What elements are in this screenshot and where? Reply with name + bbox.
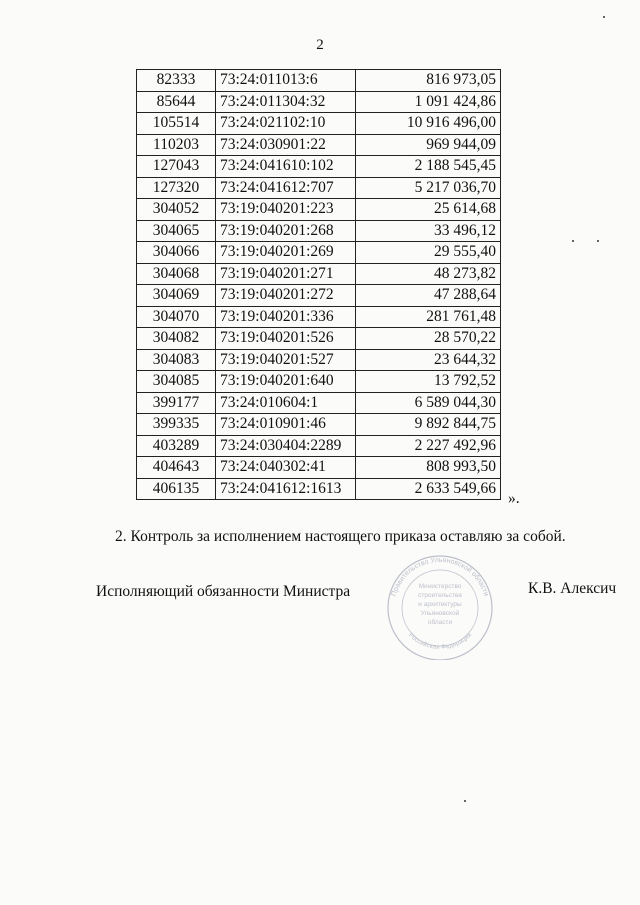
registry-number-cell: 304068 (137, 263, 216, 285)
svg-text:Правительство Ульяновской обла: Правительство Ульяновской области (390, 556, 490, 598)
cadastral-number-cell: 73:19:040201:527 (216, 349, 356, 371)
cadastral-value-cell: 6 589 044,30 (356, 392, 501, 414)
closing-quote: ». (508, 490, 520, 507)
cadastral-number-cell: 73:19:040201:336 (216, 306, 356, 328)
svg-text:Российская Федерация: Российская Федерация (406, 631, 474, 651)
seal-inner-line: и архитектуры (418, 601, 462, 608)
signatory-name: К.В. Алексич (528, 580, 617, 597)
registry-number-cell: 304066 (137, 242, 216, 264)
table-body (137, 70, 501, 500)
cadastral-value-cell: 23 644,32 (356, 349, 501, 371)
registry-number-cell: 105514 (137, 113, 216, 135)
page-number: 2 (316, 37, 324, 53)
table-row (137, 392, 501, 414)
cadastral-value-cell: 47 288,64 (356, 285, 501, 307)
cadastral-value-cell: 816 973,05 (356, 70, 501, 92)
table-row (137, 371, 501, 393)
cadastral-value-cell: 29 555,40 (356, 242, 501, 264)
registry-number-cell: 82333 (137, 70, 216, 92)
cadastral-value-table (136, 69, 501, 500)
seal-inner-line: области (427, 619, 453, 626)
cadastral-number-cell: 73:24:041612:707 (216, 177, 356, 199)
registry-number-cell: 304082 (137, 328, 216, 350)
cadastral-number-cell: 73:19:040201:268 (216, 220, 356, 242)
cadastral-value-cell: 25 614,68 (356, 199, 501, 221)
cadastral-number-cell: 73:19:040201:272 (216, 285, 356, 307)
table-row (137, 306, 501, 328)
cadastral-value-cell: 281 761,48 (356, 306, 501, 328)
seal-inner-line: Министерство (418, 583, 462, 590)
registry-number-cell: 403289 (137, 435, 216, 457)
scan-speck (464, 800, 466, 802)
cadastral-number-cell: 73:24:011304:32 (216, 91, 356, 113)
cadastral-value-cell: 808 993,50 (356, 457, 501, 479)
scan-speck (572, 240, 574, 242)
table-row (137, 70, 501, 92)
registry-number-cell: 304085 (137, 371, 216, 393)
cadastral-number-cell: 73:19:040201:269 (216, 242, 356, 264)
registry-number-cell: 304052 (137, 199, 216, 221)
seal-inner-line: Ульяновской (420, 610, 460, 617)
signatory-role: Исполняющий обязанности Министра (96, 583, 351, 600)
cadastral-number-cell: 73:24:010604:1 (216, 392, 356, 414)
table-row (137, 91, 501, 113)
cadastral-number-cell: 73:24:041612:1613 (216, 478, 356, 500)
cadastral-value-cell: 2 227 492,96 (356, 435, 501, 457)
registry-number-cell: 304070 (137, 306, 216, 328)
cadastral-value-cell: 33 496,12 (356, 220, 501, 242)
cadastral-number-cell: 73:24:010901:46 (216, 414, 356, 436)
table-row (137, 435, 501, 457)
table-row (137, 134, 501, 156)
cadastral-value-cell: 1 091 424,86 (356, 91, 501, 113)
registry-number-cell: 404643 (137, 457, 216, 479)
table-row (137, 177, 501, 199)
cadastral-number-cell: 73:19:040201:271 (216, 263, 356, 285)
table-row (137, 328, 501, 350)
cadastral-value-cell: 28 570,22 (356, 328, 501, 350)
registry-number-cell: 110203 (137, 134, 216, 156)
cadastral-number-cell: 73:24:041610:102 (216, 156, 356, 178)
official-seal-stamp (372, 548, 508, 660)
table-row (137, 220, 501, 242)
table-row (137, 285, 501, 307)
table-row (137, 156, 501, 178)
table-row (137, 242, 501, 264)
cadastral-number-cell: 73:24:030901:22 (216, 134, 356, 156)
table-row (137, 414, 501, 436)
table-row (137, 457, 501, 479)
registry-number-cell: 399335 (137, 414, 216, 436)
cadastral-number-cell: 73:19:040201:640 (216, 371, 356, 393)
cadastral-value-cell: 2 188 545,45 (356, 156, 501, 178)
table-row (137, 349, 501, 371)
scan-speck (597, 240, 599, 242)
cadastral-number-cell: 73:24:040302:41 (216, 457, 356, 479)
cadastral-number-cell: 73:24:030404:2289 (216, 435, 356, 457)
cadastral-value-cell: 13 792,52 (356, 371, 501, 393)
table-row (137, 113, 501, 135)
registry-number-cell: 85644 (137, 91, 216, 113)
cadastral-value-cell: 10 916 496,00 (356, 113, 501, 135)
cadastral-value-cell: 2 633 549,66 (356, 478, 501, 500)
seal-inner-line: строительства (418, 592, 462, 599)
scan-speck (603, 16, 605, 18)
cadastral-value-cell: 5 217 036,70 (356, 177, 501, 199)
registry-number-cell: 399177 (137, 392, 216, 414)
registry-number-cell: 406135 (137, 478, 216, 500)
registry-number-cell: 304065 (137, 220, 216, 242)
control-paragraph: 2. Контроль за исполнением настоящего приказа оставляю за собой. (115, 528, 566, 545)
cadastral-number-cell: 73:24:011013:6 (216, 70, 356, 92)
table-row (137, 478, 501, 500)
cadastral-value-cell: 9 892 844,75 (356, 414, 501, 436)
cadastral-number-cell: 73:19:040201:526 (216, 328, 356, 350)
cadastral-number-cell: 73:24:021102:10 (216, 113, 356, 135)
registry-number-cell: 127043 (137, 156, 216, 178)
cadastral-value-cell: 969 944,09 (356, 134, 501, 156)
table-row (137, 263, 501, 285)
registry-number-cell: 127320 (137, 177, 216, 199)
cadastral-value-cell: 48 273,82 (356, 263, 501, 285)
cadastral-number-cell: 73:19:040201:223 (216, 199, 356, 221)
registry-number-cell: 304083 (137, 349, 216, 371)
registry-number-cell: 304069 (137, 285, 216, 307)
table-row (137, 199, 501, 221)
